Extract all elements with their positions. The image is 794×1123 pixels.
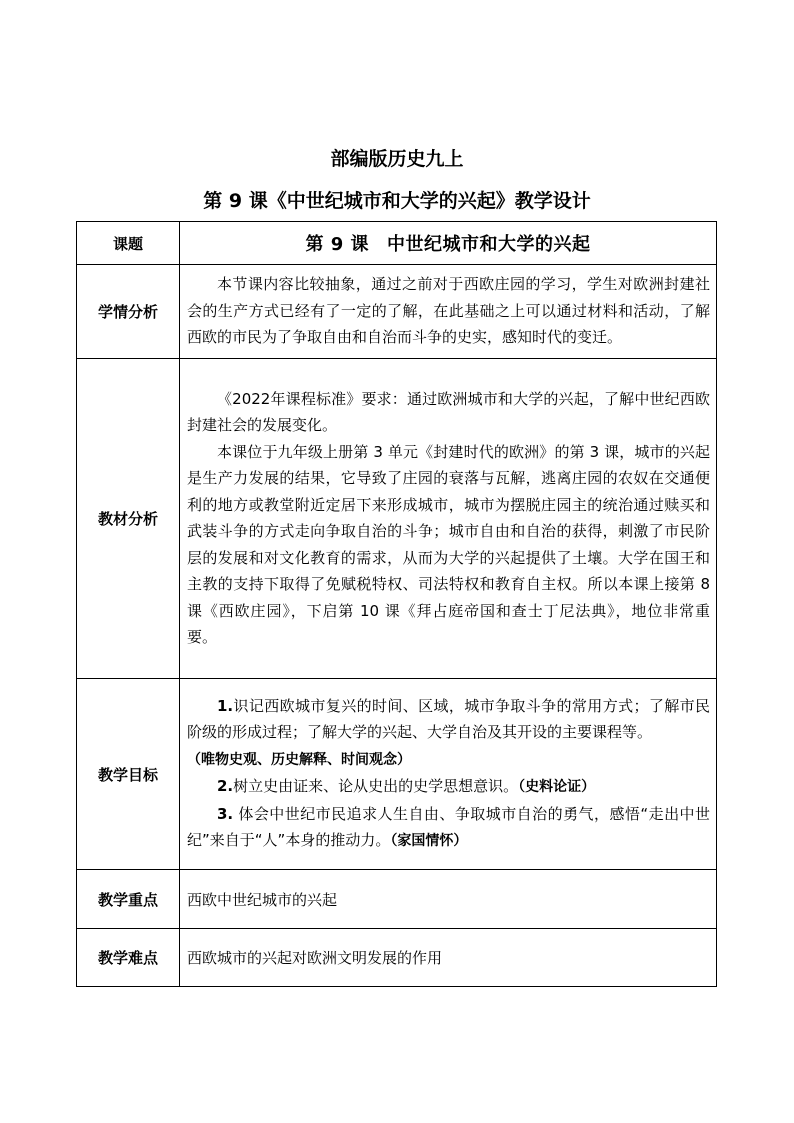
learner-analysis-text: 本节课内容比较抽象，通过之前对于西欧庄园的学习，学生对欧洲封建社会的生产方式已经有了一定的了解，在此基础之上可以通过材料和活动，了解西欧的市民为了争取自由和自治而斗争的史实，感知时代的变迁。 bbox=[187, 275, 710, 347]
label-key-points: 教学重点 bbox=[77, 870, 180, 929]
document-subtitle: 第 9 课《中世纪城市和大学的兴起》教学设计 bbox=[203, 190, 591, 212]
goals-content bbox=[180, 679, 717, 870]
goal-2-text: 树立史由证来、论从史出的史学思想意识。 bbox=[233, 777, 519, 795]
goal-3-text: 体会中世纪市民追求人生自由、争取城市自治的勇气，感悟“走出中世纪”来自于“人”本身的推动力。 bbox=[187, 804, 710, 849]
difficulties-value: 西欧城市的兴起对欧洲文明发展的作用 bbox=[180, 929, 717, 987]
table-row-difficulties bbox=[77, 929, 717, 987]
goal-2-note: （史料论证） bbox=[518, 779, 596, 795]
goal-2-number: 2. bbox=[217, 777, 234, 795]
label-learner-analysis: 学情分析 bbox=[77, 265, 180, 359]
goal-1-number: 1. bbox=[217, 696, 234, 715]
label-difficulties: 教学难点 bbox=[77, 929, 180, 987]
label-topic: 课题 bbox=[77, 222, 180, 265]
table-row-material-analysis bbox=[77, 359, 717, 679]
topic-lesson-name: 中世纪城市和大学的兴起 bbox=[387, 234, 591, 255]
goal-1-note-line bbox=[187, 746, 710, 774]
topic-value bbox=[180, 222, 717, 265]
material-analysis-p2: 本课位于九年级上册第 3 单元《封建时代的欧洲》的第 3 课，城市的兴起是生产力发展的结果，它导致了庄园的衰落与瓦解，逃离庄园的农奴在交通便利的地方或教堂附近定居下来形成城市，城市为摆脱庄园主的统治通过赎买和武装斗争的方式走向争取自治的斗争；城市自由和自治的获得，刺激了市民阶层的发展和对文化教育的需求，从而为大学的兴起提供了土壤。大学在国王和主教的支持下取得了免赋税特权、司法特权和教育自主权。所以本课上接第 8 课《西欧庄园》，下启第 10 课《拜占庭帝国和查士丁尼法典》，地位非常重要。 bbox=[187, 442, 710, 646]
table-row-topic bbox=[77, 222, 717, 265]
goal-1-note: （唯物史观、历史解释、时间观念） bbox=[187, 751, 411, 768]
label-goals: 教学目标 bbox=[77, 679, 180, 870]
table-row-key-points bbox=[77, 870, 717, 929]
material-analysis-p1: 《2022年课程标准》要求：通过欧洲城市和大学的兴起，了解中世纪西欧封建社会的发展变化。 bbox=[187, 389, 710, 434]
table-row-goals bbox=[77, 679, 717, 870]
document-title: 部编版历史九上 bbox=[330, 148, 464, 170]
table-row-learner-analysis bbox=[77, 265, 717, 359]
goal-2 bbox=[187, 773, 710, 801]
label-material-analysis: 教材分析 bbox=[77, 359, 180, 679]
goal-3-number: 3. bbox=[217, 804, 234, 823]
material-analysis-content bbox=[180, 359, 717, 679]
goal-3 bbox=[187, 801, 710, 855]
goal-1 bbox=[187, 693, 710, 746]
goal-3-note: （家国情怀） bbox=[390, 833, 468, 849]
learner-analysis-content bbox=[180, 265, 717, 359]
lesson-plan-table bbox=[76, 221, 717, 987]
goal-1-text: 识记西欧城市复兴的时间、区域，城市争取斗争的常用方式；了解市民阶级的形成过程；了解大学的兴起、大学自治及其开设的主要课程等。 bbox=[187, 696, 710, 741]
topic-lesson-number: 第 9 课 bbox=[305, 234, 370, 255]
key-points-value: 西欧中世纪城市的兴起 bbox=[180, 870, 717, 929]
